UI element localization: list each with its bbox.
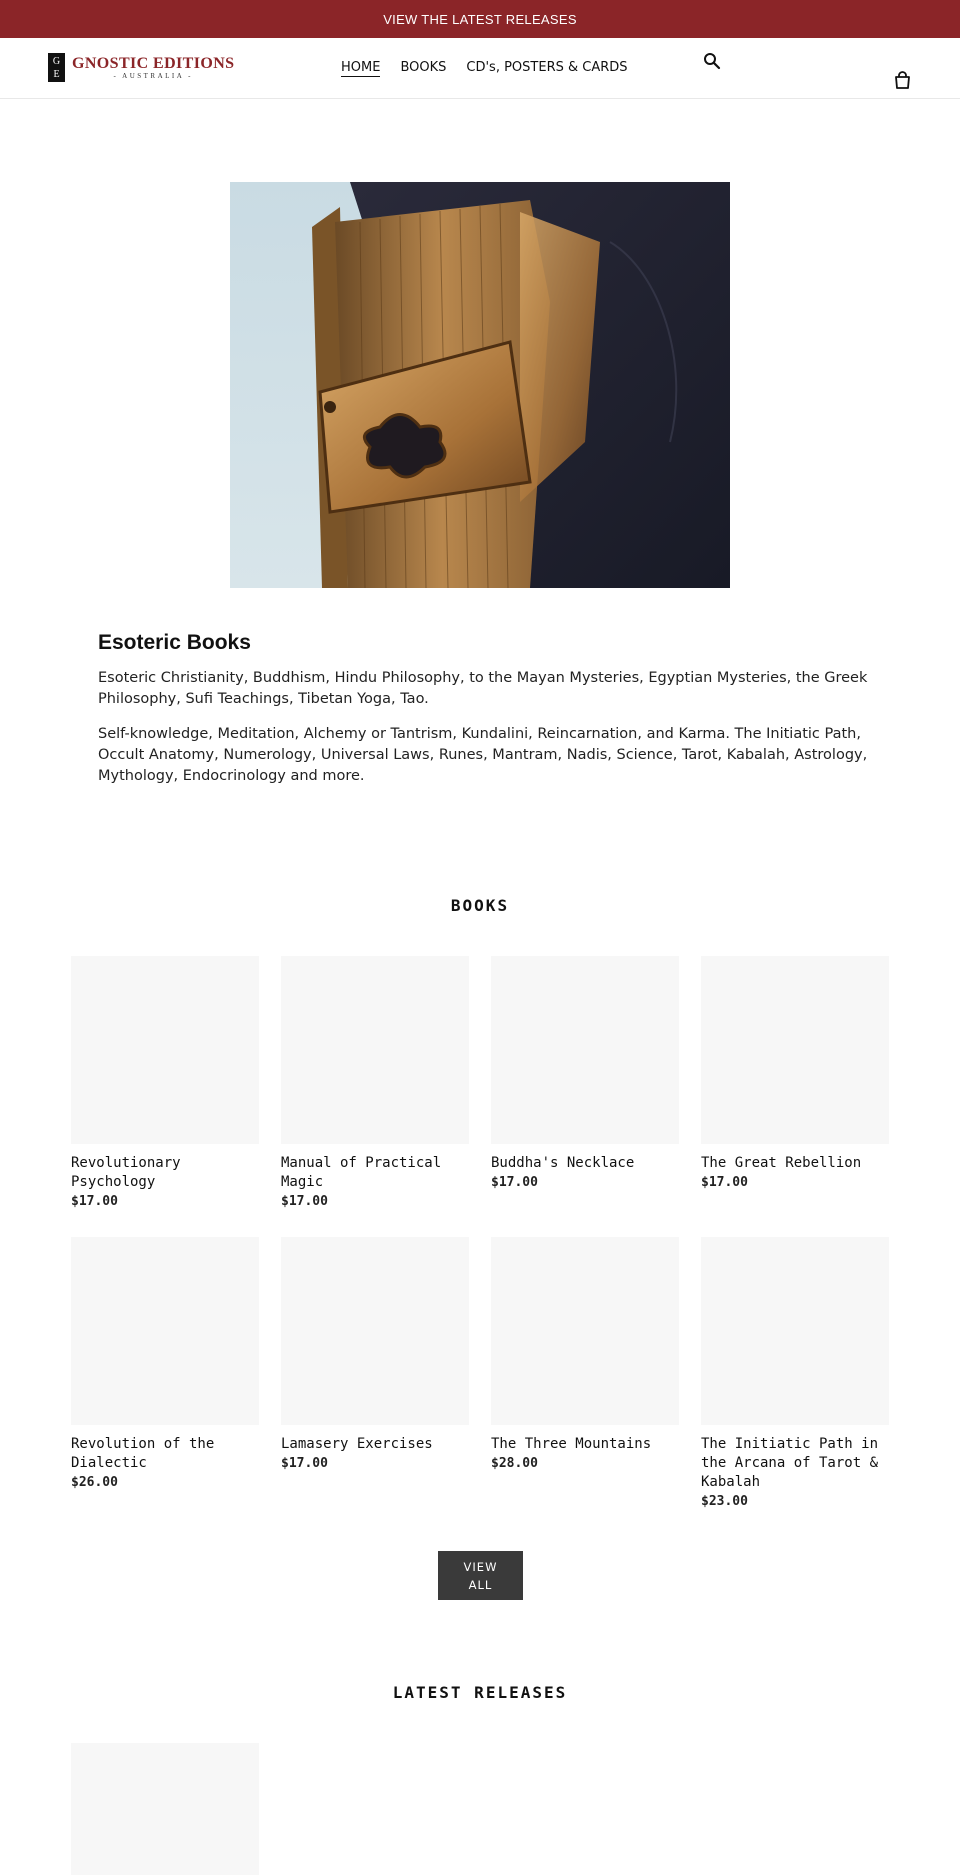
- view-all-button[interactable]: VIEW ALL: [438, 1551, 523, 1600]
- latest-releases-title: LATEST RELEASES: [392, 1683, 568, 1702]
- product-title[interactable]: Manual of Practical Magic: [281, 1155, 442, 1190]
- nav-item-cds-posters-cards[interactable]: CD's, POSTERS & CARDS: [466, 60, 628, 75]
- product-image[interactable]: [701, 1237, 889, 1425]
- intro-section: [98, 630, 888, 801]
- product-card[interactable]: [281, 1237, 469, 1473]
- product-title[interactable]: The Great Rebellion: [701, 1155, 862, 1171]
- intro-paragraph-1: Esoteric Christianity, Buddhism, Hindu Philosophy, to the Mayan Mysteries, Egyptian Mysteries, the Greek Philosophy, Sufi Teachings, Tibetan Yoga, Tao.: [98, 670, 868, 707]
- logo-mark-bottom: E: [53, 68, 60, 80]
- cart-icon[interactable]: [894, 71, 911, 89]
- product-image[interactable]: [281, 956, 469, 1144]
- product-title[interactable]: The Three Mountains: [491, 1436, 652, 1452]
- product-card[interactable]: [71, 956, 259, 1211]
- announcement-bar[interactable]: [0, 0, 960, 38]
- main-nav: [341, 60, 628, 77]
- product-title[interactable]: The Initiatic Path in the Arcana of Tarot & Kabalah: [701, 1436, 879, 1490]
- product-price: $17.00: [71, 1194, 118, 1209]
- product-price: $17.00: [281, 1456, 328, 1471]
- product-image[interactable]: [491, 956, 679, 1144]
- announcement-text[interactable]: VIEW THE LATEST RELEASES: [383, 11, 577, 27]
- logo-subtitle: - AUSTRALIA -: [113, 71, 193, 80]
- product-price: $23.00: [701, 1494, 748, 1509]
- logo-mark: [48, 53, 65, 82]
- product-title[interactable]: Revolution of the Dialectic: [71, 1436, 215, 1471]
- logo-text: [72, 55, 234, 81]
- product-image[interactable]: [71, 1237, 259, 1425]
- hero-book-image: [230, 182, 730, 588]
- product-price: $26.00: [71, 1475, 118, 1490]
- product-title[interactable]: Buddha's Necklace: [491, 1155, 635, 1171]
- product-price: $17.00: [701, 1175, 748, 1190]
- product-card[interactable]: [701, 956, 889, 1192]
- latest-release-image[interactable]: [71, 1743, 259, 1875]
- product-price: $17.00: [491, 1175, 538, 1190]
- product-title[interactable]: Revolutionary Psychology: [71, 1155, 181, 1190]
- nav-item-home[interactable]: HOME: [341, 60, 381, 75]
- search-icon[interactable]: [703, 52, 721, 70]
- product-image[interactable]: [491, 1237, 679, 1425]
- nav-item-books[interactable]: BOOKS: [400, 60, 447, 75]
- logo[interactable]: [48, 53, 234, 82]
- site-header: [0, 38, 960, 99]
- logo-mark-top: G: [52, 55, 61, 67]
- product-price: $17.00: [281, 1194, 328, 1209]
- intro-paragraph-2: Self-knowledge, Meditation, Alchemy or Tantrism, Kundalini, Reincarnation, and Karma. The Initiatic Path, Occult Anatomy, Numerology, Universal Laws, Runes, Mantram, Nadis, Science, Tarot, Kabalah, Astrology, Mythology, Endocrinology and more.: [98, 726, 868, 784]
- product-title[interactable]: Lamasery Exercises: [281, 1436, 433, 1452]
- product-card[interactable]: [491, 956, 679, 1192]
- product-card[interactable]: [491, 1237, 679, 1473]
- product-card[interactable]: [71, 1237, 259, 1492]
- product-card[interactable]: [281, 956, 469, 1211]
- product-card[interactable]: [701, 1237, 889, 1511]
- books-section-title: BOOKS: [450, 896, 510, 915]
- product-image[interactable]: [281, 1237, 469, 1425]
- intro-title: Esoteric Books: [98, 631, 251, 654]
- product-image[interactable]: [71, 956, 259, 1144]
- product-price: $28.00: [491, 1456, 538, 1471]
- logo-title: GNOSTIC EDITIONS: [72, 54, 235, 72]
- product-image[interactable]: [701, 956, 889, 1144]
